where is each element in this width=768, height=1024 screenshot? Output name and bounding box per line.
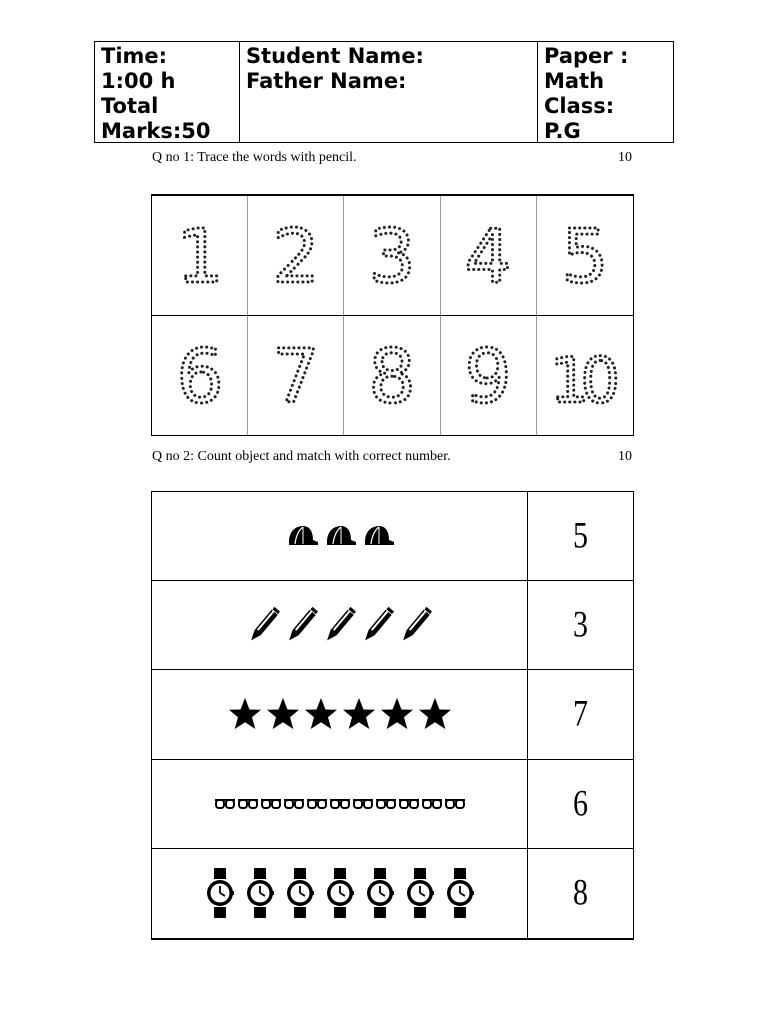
dotted-number: [443, 210, 533, 300]
question-1-heading: [152, 150, 632, 166]
trace-cell: [441, 196, 537, 316]
star-icon: [304, 697, 338, 731]
time-value: 1:00 h: [101, 69, 176, 93]
object-cell: [152, 760, 528, 849]
object-group: [214, 796, 466, 812]
question-2-heading: [152, 449, 632, 465]
question-2-marks: 10: [618, 449, 632, 464]
glasses-icon: [329, 796, 351, 812]
time-marks-cell: [95, 42, 240, 142]
trace-cell: [441, 316, 537, 436]
object-cell: [152, 670, 528, 759]
number-cell: [528, 581, 633, 670]
trace-number: 2: [272, 214, 320, 301]
number-cell: [528, 760, 633, 849]
trace-cell: [248, 316, 344, 436]
object-cell: [152, 849, 528, 938]
dotted-number: [540, 210, 630, 300]
star-icon: [418, 697, 452, 731]
dotted-number: [251, 210, 341, 300]
total-label: Total: [101, 94, 159, 118]
trace-number: 3: [368, 214, 416, 301]
pencil-icon: [248, 603, 280, 647]
star-icon: [266, 697, 300, 731]
cap-icon: [323, 524, 357, 548]
trace-number: 4: [464, 214, 512, 301]
trace-cell: [248, 196, 344, 316]
father-name-label: Father Name:: [246, 69, 407, 93]
trace-number: 6: [176, 334, 224, 421]
trace-cell: [152, 316, 248, 436]
trace-number: 9: [464, 334, 512, 421]
question-2-title: Q no 2: Count object and match with correct number.: [152, 449, 451, 464]
student-info-cell: [240, 42, 538, 142]
tracing-grid: [151, 194, 634, 436]
student-name-label: Student Name:: [246, 44, 424, 68]
trace-cell: [537, 316, 633, 436]
pencil-icon: [286, 603, 318, 647]
pencil-icon: [362, 603, 394, 647]
dotted-number: [155, 330, 245, 420]
object-cell: [152, 492, 528, 581]
dotted-number: [155, 210, 245, 300]
number-cell: [528, 849, 633, 938]
watch-icon: [326, 867, 354, 919]
time-label: Time:: [101, 44, 168, 68]
paper-class-cell: [538, 42, 673, 142]
trace-number: 7: [272, 334, 320, 421]
star-icon: [342, 697, 376, 731]
watch-icon: [206, 867, 234, 919]
glasses-icon: [260, 796, 282, 812]
header-table: [94, 41, 674, 143]
match-number: 8: [573, 872, 588, 914]
question-1-title: Q no 1: Trace the words with pencil.: [152, 150, 357, 165]
pencil-icon: [400, 603, 432, 647]
trace-number: 8: [368, 334, 416, 421]
dotted-number: [443, 330, 533, 420]
question-1-marks: 10: [618, 150, 632, 165]
watch-icon: [366, 867, 394, 919]
trace-cell: [344, 316, 440, 436]
trace-cell: [344, 196, 440, 316]
class-value: P.G: [544, 119, 581, 143]
number-cell: [528, 670, 633, 759]
dotted-number: [347, 330, 437, 420]
pencil-icon: [324, 603, 356, 647]
glasses-icon: [444, 796, 466, 812]
match-table: [151, 491, 634, 940]
star-icon: [380, 697, 414, 731]
trace-cell: [537, 196, 633, 316]
match-number: 7: [573, 693, 588, 735]
star-icon: [228, 697, 262, 731]
object-group: [285, 524, 395, 548]
dotted-number: [251, 330, 341, 420]
class-label: Class:: [544, 94, 615, 118]
number-cell: [528, 492, 633, 581]
glasses-icon: [237, 796, 259, 812]
glasses-icon: [398, 796, 420, 812]
object-cell: [152, 581, 528, 670]
trace-number: 10: [549, 344, 620, 418]
glasses-icon: [421, 796, 443, 812]
match-number: 5: [573, 514, 588, 557]
cap-icon: [285, 524, 319, 548]
match-number: 6: [573, 782, 588, 824]
trace-cell: [152, 196, 248, 316]
paper-label: Paper :: [544, 44, 629, 68]
watch-icon: [286, 867, 314, 919]
object-group: [206, 867, 474, 919]
cap-icon: [361, 524, 395, 548]
watch-icon: [446, 867, 474, 919]
dotted-number: [540, 330, 630, 420]
trace-number: 1: [176, 214, 224, 301]
match-number: 3: [573, 604, 588, 646]
trace-number: 5: [561, 214, 609, 301]
watch-icon: [406, 867, 434, 919]
dotted-number: [347, 210, 437, 300]
glasses-icon: [283, 796, 305, 812]
object-group: [248, 603, 432, 647]
subject-value: Math: [544, 69, 605, 93]
watch-icon: [246, 867, 274, 919]
glasses-icon: [214, 796, 236, 812]
glasses-icon: [306, 796, 328, 812]
marks-value: Marks:50: [101, 119, 211, 143]
glasses-icon: [375, 796, 397, 812]
object-group: [228, 697, 452, 731]
glasses-icon: [352, 796, 374, 812]
